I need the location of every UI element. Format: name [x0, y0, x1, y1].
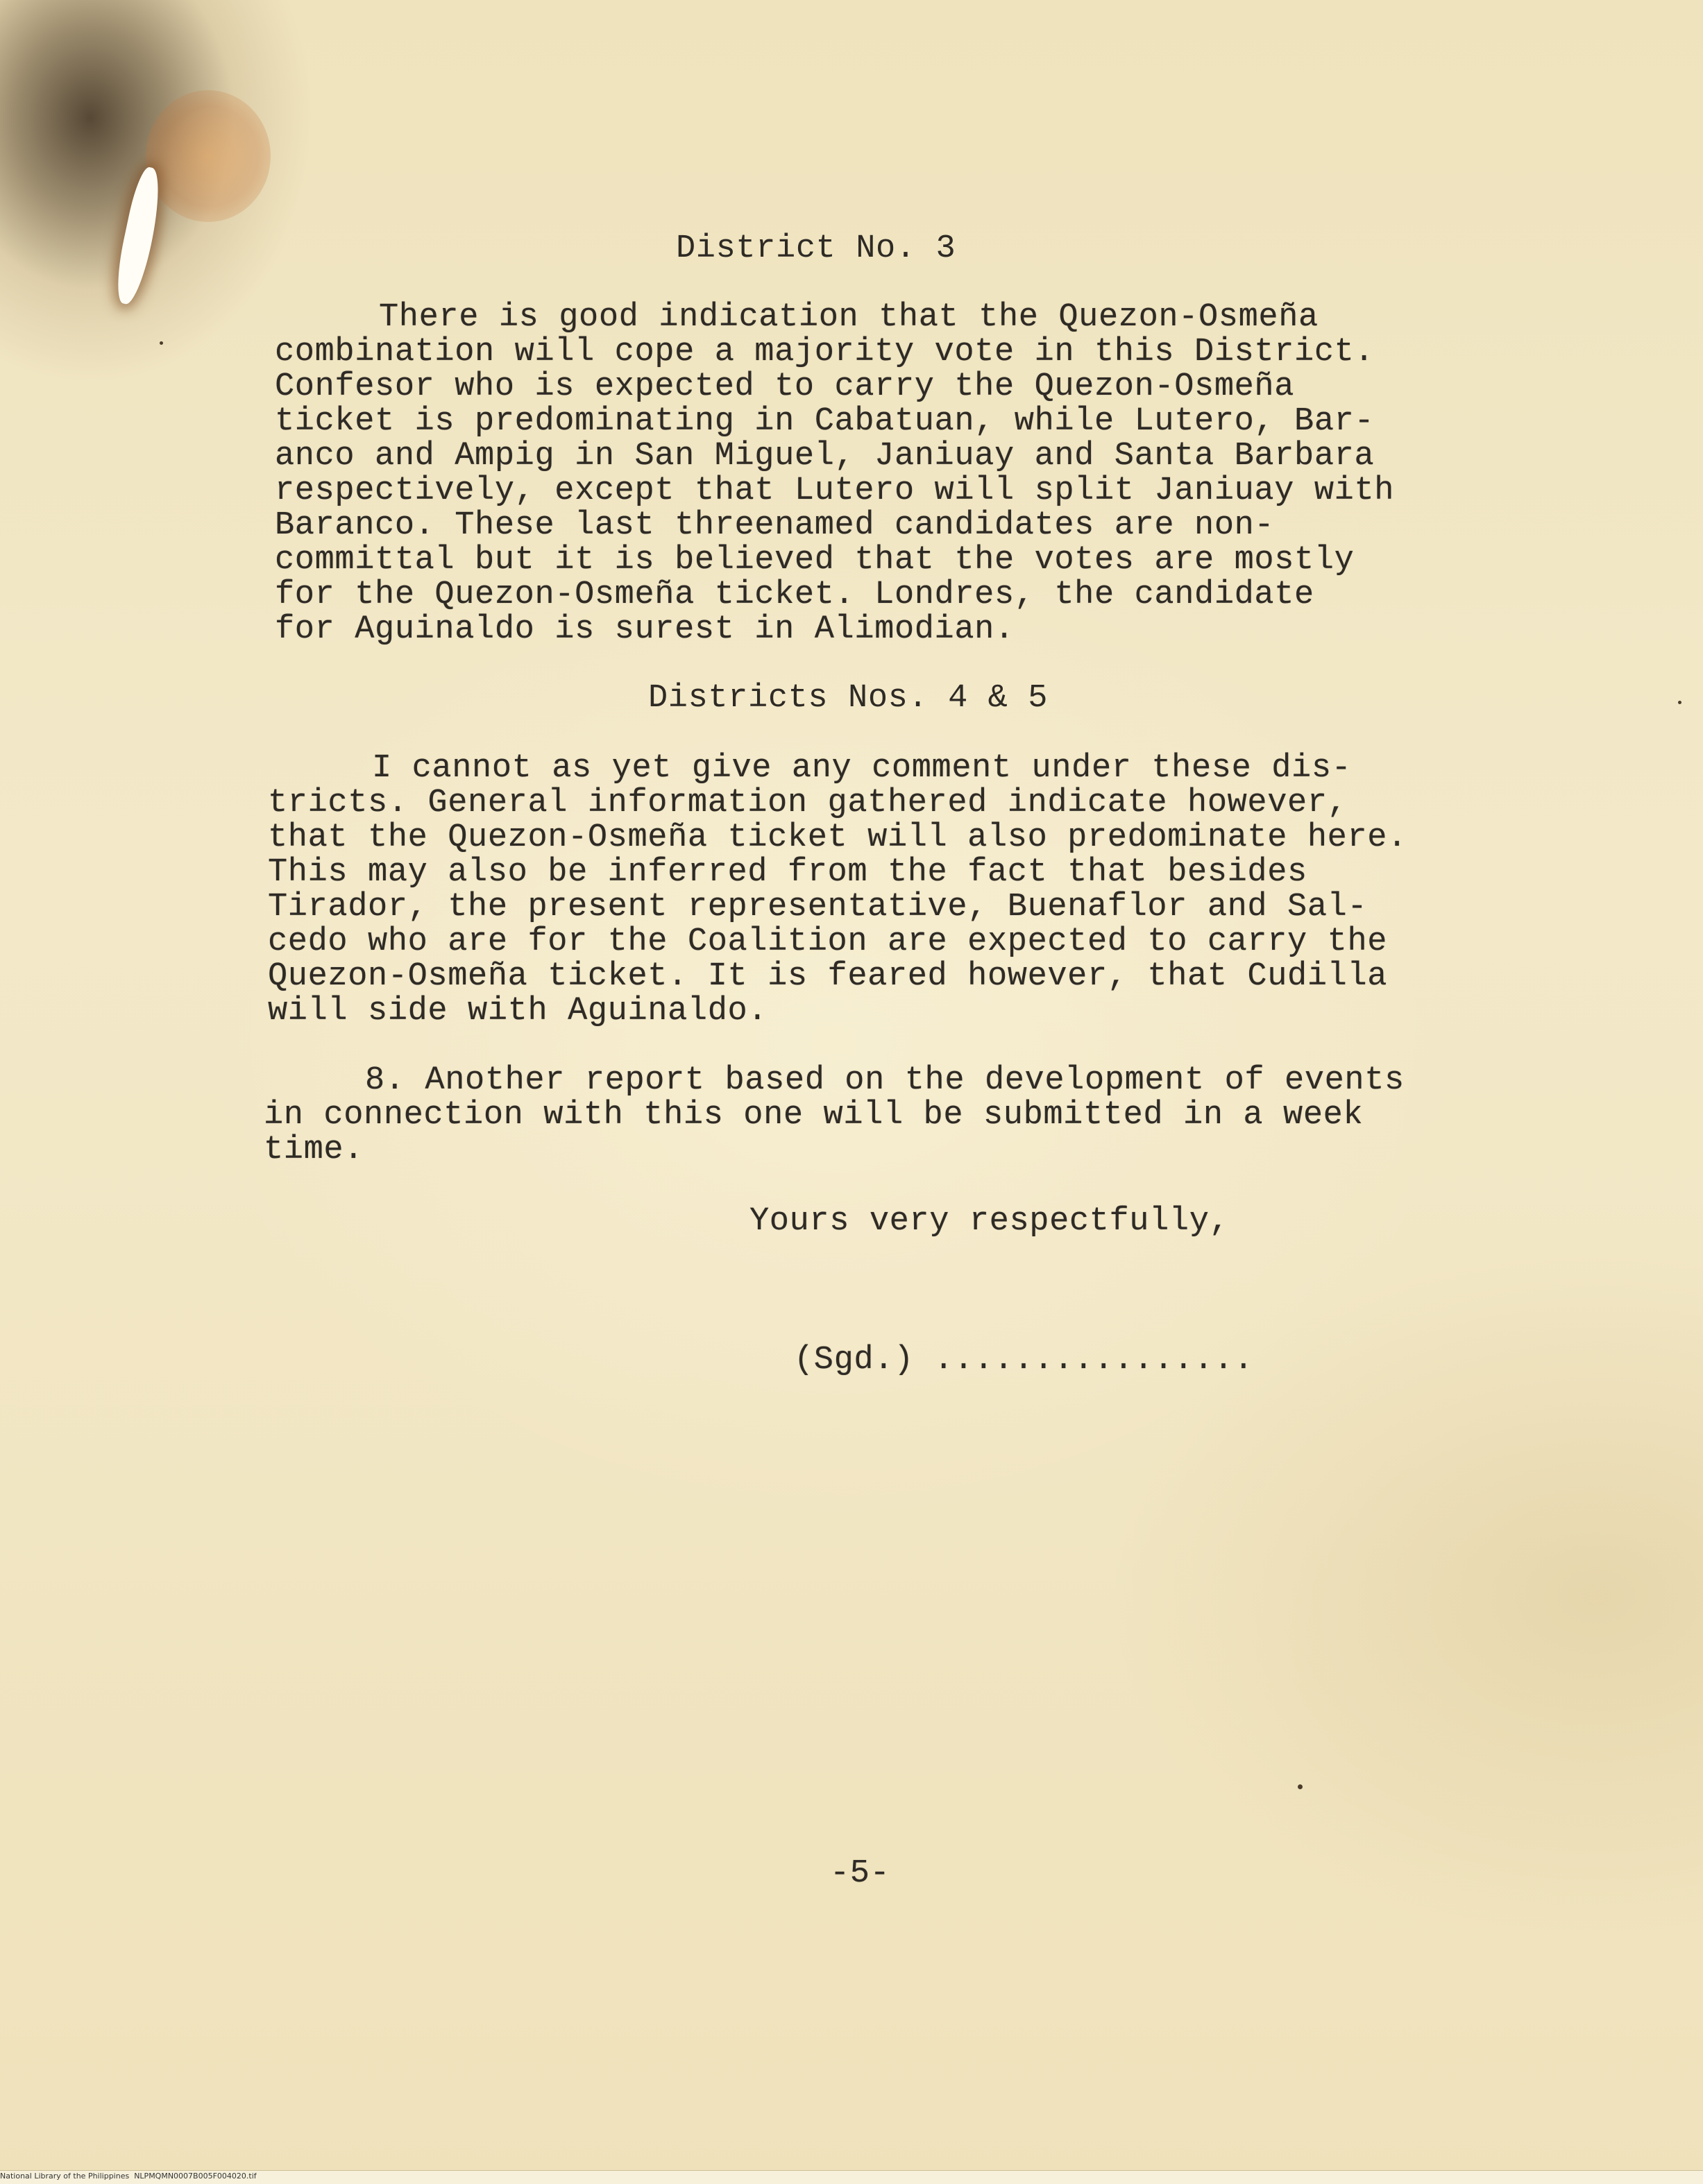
ink-speck	[1678, 701, 1681, 704]
paragraph-line: There is good indication that the Quezon-Osmeña	[379, 299, 1319, 336]
paragraph-line: for the Quezon-Osmeña ticket. Londres, the candidate	[275, 577, 1314, 613]
paragraph-line: anco and Ampig in San Miguel, Janiuay and Santa Barbara	[275, 438, 1375, 475]
paragraph-line: Quezon-Osmeña ticket. It is feared however, that Cudilla	[268, 958, 1388, 995]
districts-4-5-heading: Districts Nos. 4 & 5	[648, 680, 1049, 717]
paragraph-line: cedo who are for the Coalition are expected to carry the	[268, 923, 1388, 960]
paragraph-line: respectively, except that Lutero will split Janiuay with	[275, 472, 1395, 509]
scan-footer-text: National Library of the Philippines NLPMQMN0007B005F004020.tif	[0, 2172, 257, 2181]
paragraph-line: tricts. General information gathered indicate however,	[268, 785, 1348, 821]
paragraph-line: in connection with this one will be submitted in a week	[264, 1097, 1364, 1134]
closing-salutation: Yours very respectfully,	[749, 1203, 1230, 1240]
paragraph-line: for Aguinaldo is surest in Alimodian.	[275, 611, 1015, 648]
paragraph-line: 8. Another report based on the development of events	[365, 1062, 1405, 1099]
paragraph-line: I cannot as yet give any comment under these dis-	[372, 750, 1352, 787]
signature-line: (Sgd.) ................	[794, 1342, 1254, 1379]
paragraph-line: combination will cope a majority vote in this District.	[275, 334, 1375, 370]
ink-speck	[160, 341, 163, 345]
paragraph-line: time.	[264, 1132, 364, 1168]
paragraph-line: ticket is predominating in Cabatuan, while Lutero, Bar-	[275, 403, 1375, 440]
paragraph-line: will side with Aguinaldo.	[268, 993, 768, 1030]
paragraph-line: This may also be inferred from the fact that besides	[268, 854, 1307, 891]
paragraph-line: Baranco. These last threenamed candidates are non-	[275, 507, 1275, 544]
ink-speck	[1298, 1784, 1303, 1789]
paragraph-line: Tirador, the present representative, Buenaflor and Sal-	[268, 889, 1368, 925]
burn-stain	[146, 90, 271, 222]
paragraph-line: Confesor who is expected to carry the Quezon-Osmeña	[275, 368, 1295, 405]
paragraph-line: committal but it is believed that the votes are mostly	[275, 542, 1355, 579]
district-3-heading: District No. 3	[676, 230, 956, 267]
paragraph-line: that the Quezon-Osmeña ticket will also predominate here.	[268, 819, 1407, 856]
page-number: -5-	[830, 1855, 890, 1892]
